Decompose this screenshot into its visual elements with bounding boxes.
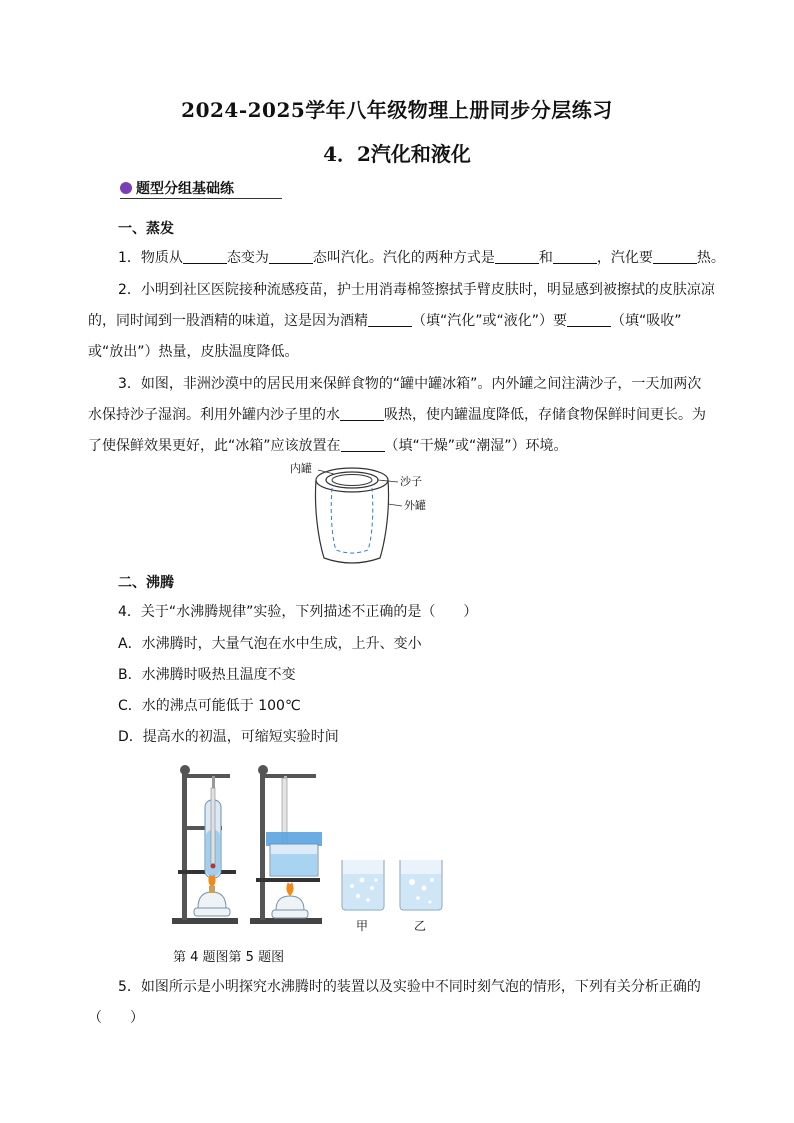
boiling-apparatus-figure [168,758,458,936]
section-tag [120,178,282,199]
q3-text-c: 了使保鲜效果更好，此“冰箱”应该放置在 [88,438,341,454]
question-5-line1: 5．如图所示是小明探究水沸腾时的装置以及实验中不同时刻气泡的情形，下列有关分析正确的 [118,979,701,995]
answer-blank[interactable] [553,249,597,264]
part1-heading: 一、蒸发 [118,221,174,237]
label-inner-pot: 内罐 [290,462,312,475]
pot-in-pot-figure [290,458,440,573]
answer-blank[interactable] [368,312,412,327]
q1-text-d: 和 [538,250,553,266]
page-title: 2024-2025学年八年级物理上册同步分层练习 [181,98,613,122]
q1-text-b: 态变为 [226,250,269,266]
lesson-title: 4．2汽化和液化 [323,142,471,166]
option-c: C．水的沸点可能低于 100℃ [118,698,301,714]
q1-text-a: 1．物质从 [118,250,183,266]
q1-text-e: ，汽化要 [596,250,653,266]
answer-blank[interactable] [183,249,227,264]
question-4-stem: 4．关于“水沸腾规律”实验，下列描述不正确的是（ ） [118,604,478,620]
question-3-line2 [88,405,706,425]
answer-blank[interactable] [341,437,385,452]
question-2-line1: 2．小明到社区医院接种流感疫苗，护士用消毒棉签擦拭手臂皮肤时，明显感到被擦拭的皮肤凉凉 [118,282,715,298]
label-sand: 沙子 [400,475,422,488]
answer-blank[interactable] [567,312,611,327]
question-2-line3: 或“放出”）热量，皮肤温度降低。 [88,344,299,360]
question-1 [118,248,725,268]
part2-heading: 二、沸腾 [118,575,174,591]
option-b: B．水沸腾时吸热且温度不变 [118,667,296,683]
q3-text-b: 吸热，使内罐温度降低，存储食物保鲜时间更长。为 [384,407,706,423]
section-tag-label: 题型分组基础练 [136,181,234,197]
option-a: A．水沸腾时，大量气泡在水中生成，上升、变小 [118,636,422,652]
q3-text-d: （填“干燥”或“潮湿”）环境。 [384,438,568,454]
answer-blank[interactable] [340,406,384,421]
q3-text-a: 水保持沙子湿润。利用外罐内沙子里的水 [88,407,340,423]
bullet-icon [120,182,132,194]
figure-caption: 第 4 题图第 5 题图 [173,950,285,965]
q2-text-b: （填“汽化”或“液化”）要 [412,313,568,329]
question-3-line1: 3．如图，非洲沙漠中的居民用来保鲜食物的“罐中罐冰箱”。内外罐之间注满沙子，一天加两次 [118,376,702,392]
q2-text-c: （填“吸收” [611,313,682,329]
question-2-line2 [88,311,682,331]
label-outer-pot: 外罐 [404,499,426,512]
label-yi: 乙 [414,919,427,933]
answer-blank[interactable] [495,249,539,264]
answer-blank[interactable] [269,249,313,264]
question-3-line3 [88,436,568,456]
question-5-line2: （ ） [88,1010,144,1026]
label-jia: 甲 [356,919,369,933]
answer-blank[interactable] [653,249,697,264]
q1-text-c: 态叫汽化。汽化的两种方式是 [312,250,495,266]
q1-text-f: 热。 [696,250,725,266]
option-d: D．提高水的初温，可缩短实验时间 [118,729,339,745]
q2-text-a: 的，同时闻到一股酒精的味道，这是因为酒精 [88,313,368,329]
